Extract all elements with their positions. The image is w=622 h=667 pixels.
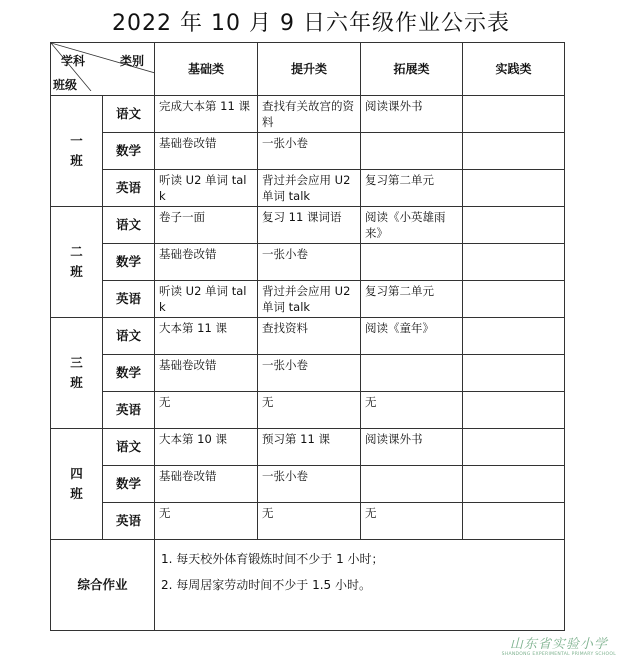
homework-cell: 完成大本第 11 课	[155, 96, 258, 133]
homework-cell	[463, 355, 565, 392]
homework-cell	[361, 355, 463, 392]
header-row	[51, 43, 565, 96]
table-row	[51, 466, 565, 503]
class-name-line: 二	[70, 244, 83, 259]
table-row	[51, 318, 565, 355]
subject-cell: 英语	[103, 503, 155, 540]
homework-cell	[463, 466, 565, 503]
homework-cell: 查找有关故宫的资料	[258, 96, 361, 133]
table-row	[51, 133, 565, 170]
table-row	[51, 281, 565, 318]
subject-cell: 语文	[103, 96, 155, 133]
homework-cell: 卷子一面	[155, 207, 258, 244]
subject-cell: 数学	[103, 355, 155, 392]
class-name-line: 班	[70, 375, 83, 390]
homework-cell: 无	[155, 503, 258, 540]
class-name-cell	[51, 429, 103, 540]
homework-table	[50, 42, 565, 631]
summary-row	[51, 540, 565, 631]
school-logo-text: 山东省实验小学	[509, 637, 608, 652]
homework-cell	[463, 244, 565, 281]
subject-cell: 数学	[103, 244, 155, 281]
homework-cell: 阅读《小英雄雨来》	[361, 207, 463, 244]
homework-cell: 复习第二单元	[361, 170, 463, 207]
homework-cell	[361, 466, 463, 503]
subject-cell: 英语	[103, 392, 155, 429]
homework-cell	[463, 170, 565, 207]
subject-cell: 语文	[103, 429, 155, 466]
summary-item: 1. 每天校外体育锻炼时间不少于 1 小时；	[161, 552, 384, 566]
class-name-line: 四	[70, 466, 83, 481]
summary-content	[155, 540, 565, 631]
summary-label: 综合作业	[51, 540, 155, 631]
class-name-cell	[51, 96, 103, 207]
class-name-line: 班	[70, 486, 83, 501]
homework-cell: 无	[361, 503, 463, 540]
homework-cell: 基础卷改错	[155, 355, 258, 392]
homework-cell: 基础卷改错	[155, 133, 258, 170]
summary-item: 2. 每周居家劳动时间不少于 1.5 小时。	[161, 578, 371, 592]
homework-cell	[463, 281, 565, 318]
table-row	[51, 355, 565, 392]
homework-cell: 无	[258, 392, 361, 429]
subject-cell: 数学	[103, 466, 155, 503]
school-logo	[502, 633, 616, 657]
homework-cell: 背过并会应用 U2 单词 talk	[258, 170, 361, 207]
table-row	[51, 429, 565, 466]
homework-cell: 阅读课外书	[361, 96, 463, 133]
homework-cell: 一张小卷	[258, 133, 361, 170]
category-header-improve: 提升类	[258, 43, 361, 96]
homework-cell: 听读 U2 单词 talk	[155, 170, 258, 207]
category-header-extend: 拓展类	[361, 43, 463, 96]
table-row	[51, 392, 565, 429]
homework-cell: 一张小卷	[258, 466, 361, 503]
homework-cell: 无	[155, 392, 258, 429]
homework-cell: 听读 U2 单词 talk	[155, 281, 258, 318]
homework-cell: 大本第 10 课	[155, 429, 258, 466]
homework-cell	[463, 318, 565, 355]
homework-cell: 背过并会应用 U2 单词 talk	[258, 281, 361, 318]
homework-cell: 无	[258, 503, 361, 540]
homework-cell	[463, 207, 565, 244]
homework-cell: 预习第 11 课	[258, 429, 361, 466]
school-logo-english: SHANDONG EXPERIMENTAL PRIMARY SCHOOL	[501, 652, 616, 657]
homework-cell: 无	[361, 392, 463, 429]
category-header-practice: 实践类	[463, 43, 565, 96]
subject-cell: 英语	[103, 170, 155, 207]
category-header-basic: 基础类	[155, 43, 258, 96]
table-row	[51, 96, 565, 133]
table-row	[51, 244, 565, 281]
subject-cell: 语文	[103, 318, 155, 355]
homework-cell	[361, 244, 463, 281]
subject-cell: 英语	[103, 281, 155, 318]
homework-cell	[463, 392, 565, 429]
homework-cell: 一张小卷	[258, 355, 361, 392]
corner-subject-label: 学科	[61, 54, 86, 68]
homework-cell: 基础卷改错	[155, 466, 258, 503]
class-name-cell	[51, 318, 103, 429]
table-row	[51, 207, 565, 244]
subject-cell: 数学	[103, 133, 155, 170]
corner-header-cell	[51, 43, 155, 96]
class-name-line: 三	[70, 355, 83, 370]
class-name-line: 一	[70, 133, 83, 148]
table-row	[51, 170, 565, 207]
homework-cell: 阅读课外书	[361, 429, 463, 466]
corner-class-label: 班级	[53, 78, 78, 92]
homework-cell: 阅读《童年》	[361, 318, 463, 355]
subject-cell: 语文	[103, 207, 155, 244]
homework-cell: 大本第 11 课	[155, 318, 258, 355]
homework-cell	[463, 503, 565, 540]
homework-cell	[463, 429, 565, 466]
homework-cell	[463, 96, 565, 133]
page-title: 2022 年 10 月 9 日六年级作业公示表	[112, 11, 510, 36]
homework-cell	[361, 133, 463, 170]
table-row	[51, 503, 565, 540]
homework-cell: 复习 11 课词语	[258, 207, 361, 244]
class-name-cell	[51, 207, 103, 318]
homework-cell: 一张小卷	[258, 244, 361, 281]
corner-category-label: 类别	[119, 54, 144, 68]
homework-cell: 复习第二单元	[361, 281, 463, 318]
homework-cell: 查找资料	[258, 318, 361, 355]
homework-cell	[463, 133, 565, 170]
class-name-line: 班	[70, 264, 83, 279]
class-name-line: 班	[70, 153, 83, 168]
homework-cell: 基础卷改错	[155, 244, 258, 281]
